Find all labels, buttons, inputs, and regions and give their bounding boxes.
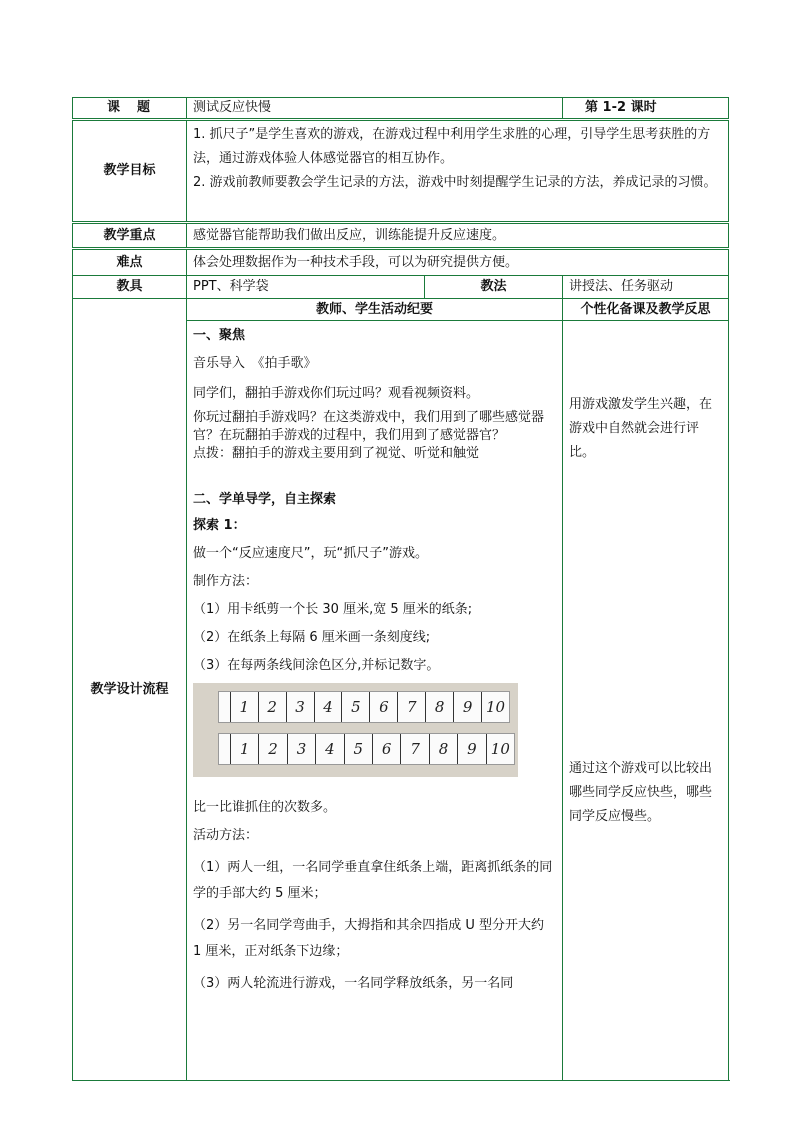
ruler-number: 10 [485,698,506,716]
topic-label: 课 题 [73,98,187,120]
tools-label: 教具 [73,276,187,299]
ruler-blank-segment [219,734,231,764]
ruler-number: 1 [231,692,259,722]
reflection-1: 用游戏激发学生兴趣，在游戏中自然就会进行评比。 [569,397,713,460]
reflection-column-header: 个性化备课及教学反思 [563,299,729,321]
activities-column-header: 教师、学生活动纪要 [187,299,563,321]
periods: 第 1-2 课时 [563,98,729,120]
objectives-label: 教学目标 [73,120,187,223]
ruler-number: 4 [315,692,343,722]
difficulty-label: 难点 [73,249,187,276]
tools-value: PPT、科学袋 [187,276,425,299]
paragraph-4: 做一个“反应速度尺”，玩“抓尺子”游戏。 [193,546,428,561]
ruler-blank-segment [219,692,231,722]
lesson-plan-table [72,97,729,1081]
topic-value: 测试反应快慢 [187,98,563,120]
paragraph-1: 同学们，翻拍手游戏你们玩过吗？观看视频资料。 [193,386,480,401]
ruler-number: 3 [288,734,316,764]
ruler-number: 7 [401,734,429,764]
difficulty-value: 体会处理数据作为一种技术手段，可以为研究提供方便。 [187,249,729,276]
objective-1: 1. 抓尺子”是学生喜欢的游戏，在游戏过程中利用学生求胜的心理，引导学生思考获胜的方法，通过游戏体验人体感觉器官的相互协作。 [193,127,711,166]
key-points-label: 教学重点 [73,223,187,249]
ruler-number: 6 [373,734,401,764]
paragraph-3: 点拨：翻拍手的游戏主要用到了视觉、听觉和触觉 [193,446,480,461]
ruler-number: 6 [370,692,398,722]
ruler-number: 8 [426,692,454,722]
ruler-number: 10 [490,740,510,758]
section-2-title: 二、学单导学，自主探索 [193,492,337,507]
process-label: 教学设计流程 [73,299,187,1081]
ruler-number: 2 [259,692,287,722]
make-method-title: 制作方法： [193,574,259,589]
ruler-number: 5 [345,734,373,764]
method-label: 教法 [425,276,563,299]
activity-step-3: （3）两人轮流进行游戏，一名同学释放纸条，另一名同 [193,976,514,991]
paragraph-5: 比一比谁抓住的次数多。 [193,800,337,815]
ruler-number: 7 [398,692,426,722]
reflection-content [563,321,729,1081]
row-tools [73,276,729,299]
ruler-number: 1 [231,734,259,764]
activity-step-1: （1）两人一组，一名同学垂直拿住纸条上端，距离抓纸条的同学的手部大约 5 厘米； [193,860,553,901]
row-topic [73,98,729,120]
make-step-1: （1）用卡纸剪一个长 30 厘米,宽 5 厘米的纸条; [193,602,473,617]
ruler-number: 2 [259,734,287,764]
activities-content [187,321,563,1081]
ruler-number: 8 [430,734,458,764]
key-points-value: 感觉器官能帮助我们做出反应，训练能提升反应速度。 [187,223,729,249]
ruler-strip-1 [218,691,510,723]
make-step-2: （2）在纸条上每隔 6 厘米画一条刻度线; [193,630,431,645]
ruler-number: 5 [342,692,370,722]
music-intro: 音乐导入 《拍手歌》 [193,356,317,371]
explore-title: 探索 1： [193,518,246,533]
activity-method-title: 活动方法： [193,828,259,843]
ruler-number: 4 [316,734,344,764]
paragraph-2: 你玩过翻拍手游戏吗？在这类游戏中，我们用到了哪些感觉器官？在玩翻拍手游戏的过程中，我们用到了感觉器官？ [193,410,545,443]
reflection-2: 通过这个游戏可以比较出哪些同学反应快些，哪些同学反应慢些。 [569,761,713,824]
make-step-3: （3）在每两条线间涂色区分,并标记数字。 [193,658,440,673]
row-objectives [73,120,729,223]
objective-2: 2. 游戏前教师要教会学生记录的方法，游戏中时刻提醒学生记录的方法，养成记录的习惯。 [193,175,717,190]
ruler-photo [193,683,518,777]
row-difficulty [73,249,729,276]
row-process-header [73,299,729,321]
row-key-points [73,223,729,249]
ruler-number: 3 [287,692,315,722]
activity-step-2: （2）另一名同学弯曲手，大拇指和其余四指成 U 型分开大约 1 厘米，正对纸条下边缘； [193,918,545,959]
method-value: 讲授法、任务驱动 [563,276,729,299]
ruler-number: 9 [454,692,482,722]
ruler-strip-2 [218,733,515,765]
ruler-number: 9 [458,734,486,764]
section-1-title: 一、聚焦 [193,328,246,343]
